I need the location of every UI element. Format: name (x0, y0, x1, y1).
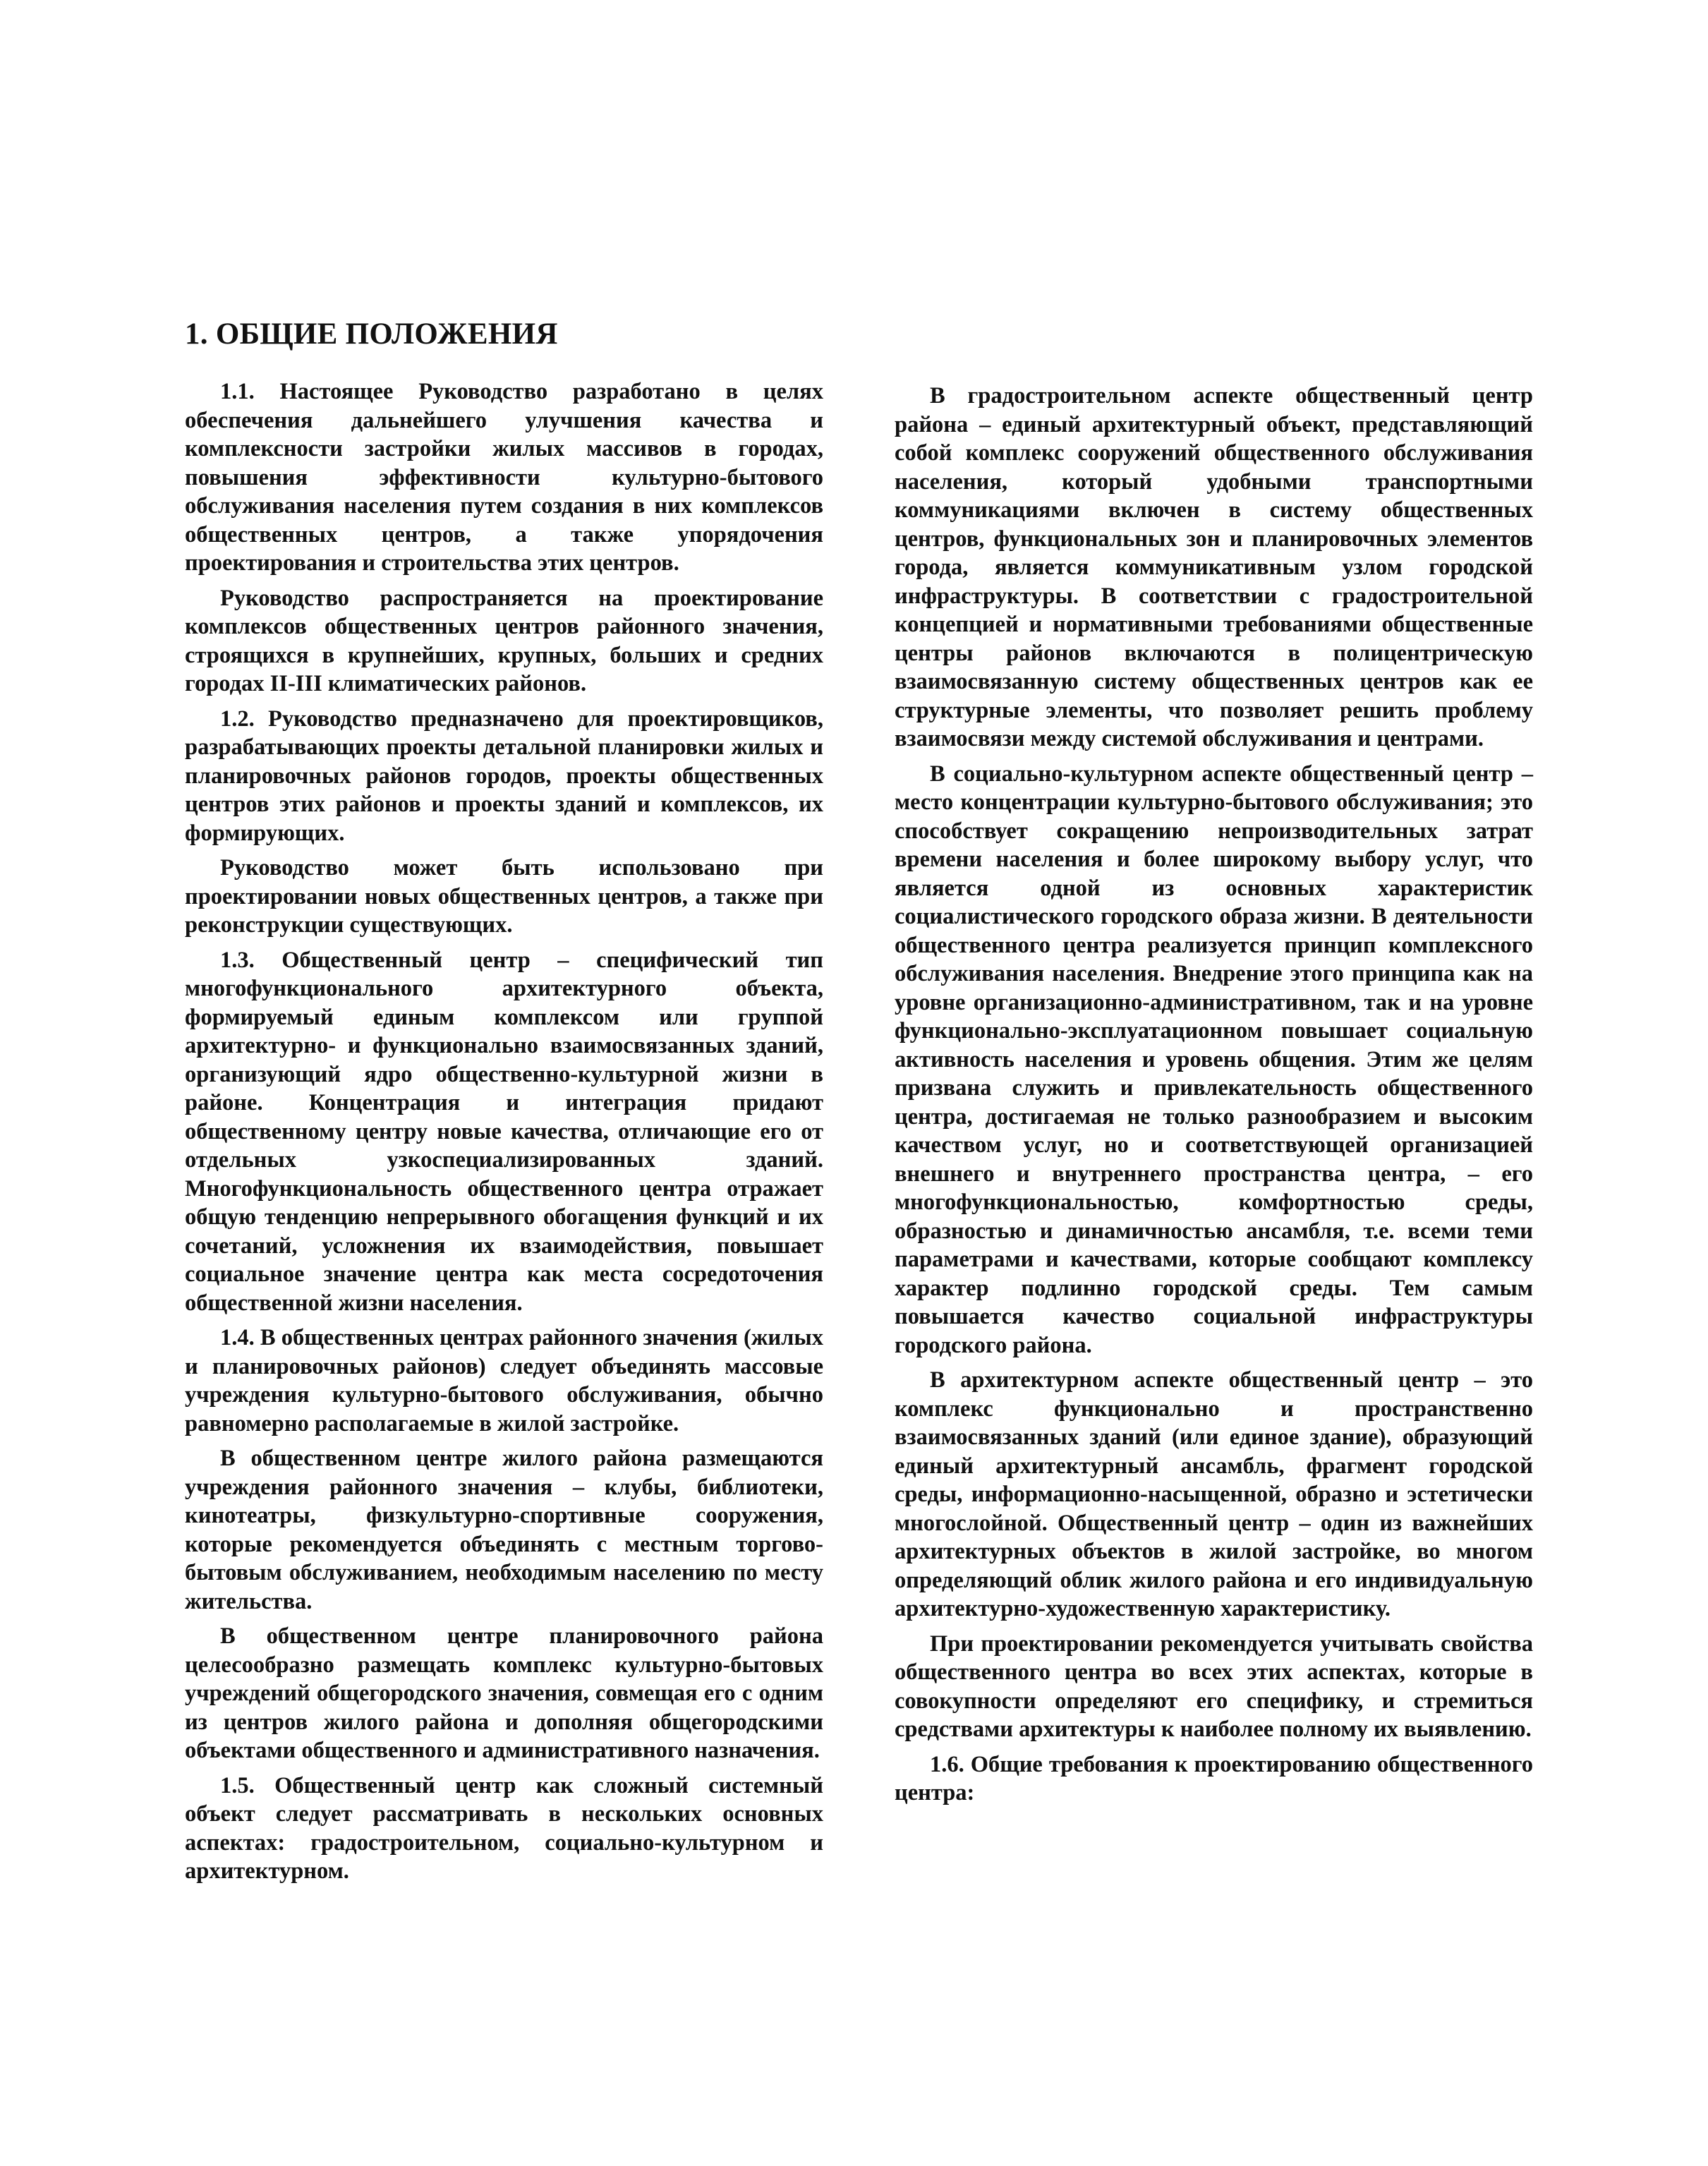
paragraph-1-4-residential (185, 1444, 823, 1616)
paragraph-text: При проектировании рекомендуется учитывать свойства общественного центра во всех этих аспектах, которые в совокупности определяют его специфику, и стремиться средствами архитектуры к наиболее полному их выявлению. (895, 1630, 1533, 1742)
clause-number: 1.2. (220, 706, 255, 732)
clause-number: 1.3. (220, 947, 255, 973)
paragraph-text: Настоящее Руководство разработано в целях обеспечения дальнейшего улучшения качества и комплексности застройки жилых массивов в городах, повышения эффективности культурно-бытового обслуживания населения путем создания в них комплексов общественных центров, а также упорядочения проектирования и строительства этих центров. (185, 379, 823, 576)
right-column (895, 382, 1533, 1814)
paragraph-text: В социально-культурном аспекте общественный центр – место концентрации культурно-бытового обслуживания; это способствует сокращению непроизводительных затрат времени населения и более широкому выбору услуг, что является одной из основных характеристик социалистического городского образа жизни. В деятельности общественного центра реализуется принцип комплексного обслуживания населения. Внедрение этого принципа как на уровне организационно-административном, так и на уровне функционально-эксплуатационном повышает социальную активность населения и уровень общения. Этим же целям призвана служить и привлекательность общественного центра, достигаемая не только разнообразием и высоким качеством услуг, но и соответствующей организацией внешнего и внутреннего пространства центра, – его многофункциональностью, комфортностью среды, образностью и динамичностью ансамбля, т.е. всеми теми параметрами и качествами, которые сообщают комплексу характер подлинно городской среды. Тем самым повышается качество социальной инфраструктуры городского района. (895, 761, 1533, 1358)
paragraph-text: Руководство распространяется на проектирование комплексов общественных центров районного значения, строящихся в крупнейших, крупных, больших и средних городах II-III климатических районов. (185, 585, 823, 696)
paragraph-text: Руководство может быть использовано при проектировании новых общественных центров, а также при реконструкции существующих. (185, 855, 823, 938)
paragraph-1-4-planning (185, 1622, 823, 1765)
paragraph-social-aspect (895, 760, 1533, 1360)
paragraph-1-1-scope (185, 584, 823, 698)
paragraph-1-2 (185, 705, 823, 848)
paragraph-text: Общественный центр как сложный системный объект следует рассматривать в нескольких основных аспектах: градостроительном, социально-культурном и архитектурном. (185, 1772, 823, 1884)
clause-number: 1.1. (220, 379, 255, 404)
paragraph-1-2-usage (185, 854, 823, 940)
paragraph-design-recommendation (895, 1630, 1533, 1744)
clause-number: 1.4. (220, 1325, 255, 1350)
paragraph-1-6 (895, 1750, 1533, 1808)
paragraph-text: Общие требования к проектированию общественного центра: (895, 1751, 1533, 1805)
left-column (185, 377, 823, 1892)
paragraph-1-1 (185, 377, 823, 578)
paragraph-text: В общественном центре планировочного района целесообразно размещать комплекс культурно-бытовых учреждений общегородского значения, совмещая его с одним из центров жилого района и дополняя общегородскими объектами общественного и административного назначения. (185, 1623, 823, 1763)
clause-number: 1.5. (220, 1772, 255, 1798)
paragraph-urban-aspect (895, 382, 1533, 754)
paragraph-1-4 (185, 1324, 823, 1438)
paragraph-text: Руководство предназначено для проектировщиков, разрабатывающих проекты детальной планировки жилых и планировочных районов городов, проекты общественных центров этих районов и проекты зданий и комплексов, их формирующих. (185, 706, 823, 846)
paragraph-1-5 (185, 1772, 823, 1886)
paragraph-text: В общественных центрах районного значения (жилых и планировочных районов) следует объединять массовые учреждения культурно-бытового обслуживания, обычно равномерно располагаемые в жилой застройке. (185, 1325, 823, 1436)
paragraph-1-3 (185, 946, 823, 1318)
paragraph-text: Общественный центр – специфический тип многофункционального архитектурного объекта, формируемый единым комплексом или группой архитектурно- и функционально взаимосвязанных зданий, организующий ядро общественно-культурной жизни в районе. Концентрация и интеграция придают общественному центру новые качества, отличающие его от отдельных узкоспециализированных зданий. Многофункциональность общественного центра отражает общую тенденцию непрерывного обогащения функций и их сочетаний, усложнения их взаимодействия, повышает социальное значение центра как места сосредоточения общественной жизни населения. (185, 947, 823, 1316)
paragraph-text: В градостроительном аспекте общественный центр района – единый архитектурный объект, представляющий собой комплекс сооружений общественного обслуживания населения, который удобными транспортными коммуникациями включен в систему общественных центров, функциональных зон и планировочных элементов города, является коммуникативным узлом городской инфраструктуры. В соответствии с градостроительной концепцией и нормативными требованиями общественные центры районов включаются в полицентрическую взаимосвязанную систему общественных центров как ее структурные элементы, что позволяет решить проблему взаимосвязи между системой обслуживания и центрами. (895, 383, 1533, 751)
paragraph-text: В общественном центре жилого района размещаются учреждения районного значения – клубы, библиотеки, кинотеатры, физкультурно-спортивные сооружения, которые рекомендуется объединять с местным торгово-бытовым обслуживанием, необходимым населению по месту жительства. (185, 1446, 823, 1614)
paragraph-architectural-aspect (895, 1366, 1533, 1623)
clause-number: 1.6. (930, 1751, 964, 1777)
paragraph-text: В архитектурном аспекте общественный центр – это комплекс функционально и пространственно взаимосвязанных зданий (или единое здание), образующий единый архитектурный ансамбль, фрагмент городской среды, информационно-насыщенной, образно и эстетически многослойной. Общественный центр – один из важнейших архитектурных объектов в жилой застройке, во многом определяющий облик жилого района и его индивидуальную архитектурно-художественную характеристику. (895, 1367, 1533, 1621)
section-heading: 1. ОБЩИЕ ПОЛОЖЕНИЯ (185, 317, 558, 351)
